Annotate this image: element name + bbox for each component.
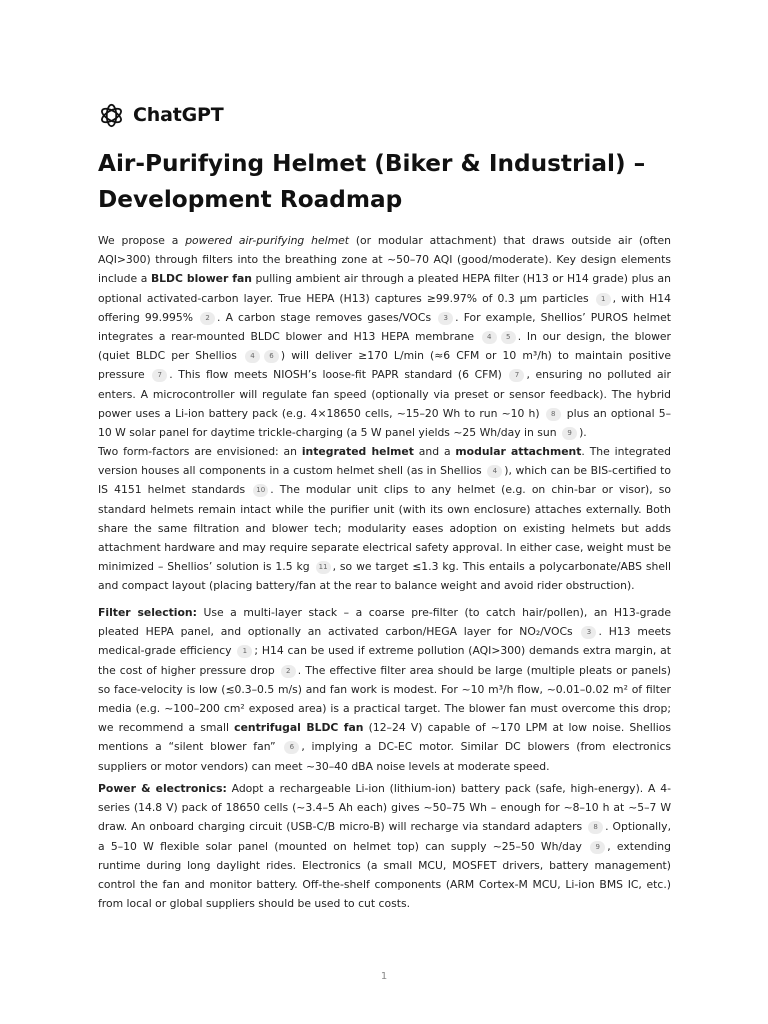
paragraph-filter-selection: Filter selection: Use a multi-layer stack – a coarse pre-filter (to catch hair/pollen), an H13-grade pleated HEPA panel, and optionally an activated carbon/HEGA layer for NO₂/VOCs 3 . H13 meets medical-grade efficiency 1 ; H14 can be used if extreme pollution (AQI>300) demands extra margin, at the cost of higher pressure drop 2 . The effective filter area should be large (multiple pleats or panels) so face-velocity is low (≲0.3–0.5 m/s) and fan work is modest. For ~10 m³/h flow, ~0.01–0.02 m² of filter media (e.g. ~100–200 cm² exposed area) is a practical target. The blower fan must overcome this drop; we recommend a small centrifugal BLDC fan (12–24 V) capable of ~170 LPM at low noise. Shellios mentions a “silent blower fan” 6 , implying a DC-EC motor. Similar DC blowers (from electronics suppliers or motor vendors) can meet ~30–40 dBA noise levels at moderate speed. <box>98 606 672 773</box>
brand-header <box>98 101 223 129</box>
citation-badge[interactable]: 7 <box>509 369 524 382</box>
citation-badge[interactable]: 1 <box>237 645 252 658</box>
citation-badge[interactable]: 4 <box>482 331 497 344</box>
citation-badge[interactable]: 9 <box>562 427 577 440</box>
citation-badge[interactable]: 10 <box>253 484 268 497</box>
citation-badge[interactable]: 8 <box>546 408 561 421</box>
citation-badge[interactable]: 7 <box>152 369 167 382</box>
citation-badge[interactable]: 8 <box>588 821 603 834</box>
page-number: 1 <box>380 971 388 982</box>
paragraph-intro: We propose a powered air-purifying helmet (or modular attachment) that draws outside air (often AQI>300) through filters into the breathing zone at ~50–70 AQI (good/moderate). Key design elements include a BLDC blower fan pulling ambient air through a pleated HEPA filter (H13 or H14 grade) plus an optional activated-carbon layer. True HEPA (H13) captures ≥99.97% of 0.3 µm particles 1 , with H14 offering 99.995% 2 . A carbon stage removes gases/VOCs 3 . For example, Shellios’ PUROS helmet integrates a rear-mounted BLDC blower and H13 HEPA membrane 4 5 . In our design, the blower (quiet BLDC per Shellios 4 6 ) will deliver ≥170 L/min (≈6 CFM or 10 m³/h) to maintain positive pressure 7 . This flow meets NIOSH’s loose-fit PAPR standard (6 CFM) 7 , ensuring no polluted air enters. A microcontroller will regulate fan speed (optionally via preset or sensor feedback). The hybrid power uses a Li-ion battery pack (e.g. 4×18650 cells, ~15–20 Wh to run ~10 h) 8 plus an optional 5–10 W solar panel for daytime trickle-charging (a 5 W panel yields ~25 Wh/day in sun 9 ). <box>98 234 672 440</box>
paragraph-power-electronics: Power & electronics: Adopt a rechargeable Li-ion (lithium-ion) battery pack (safe, high-energy). A 4-series (14.8 V) pack of 18650 cells (~3.4–5 Ah each) gives ~50–75 Wh – enough for ~8–10 h at ~5–7 W draw. An onboard charging circuit (USB-C/B micro-B) will recharge via standard adapters 8 . Optionally, a 5–10 W flexible solar panel (mounted on helmet top) can supply ~25–50 Wh/day 9 , extending runtime during long daylight rides. Electronics (a small MCU, MOSFET drivers, battery management) control the fan and monitor battery. Off-the-shelf components (ARM Cortex-M MCU, Li-ion BMS IC, etc.) from local or global suppliers should be used to cut costs. <box>98 782 672 911</box>
citation-badge[interactable]: 2 <box>281 665 296 678</box>
citation-badge[interactable]: 5 <box>501 331 516 344</box>
citation-badge[interactable]: 2 <box>200 312 215 325</box>
citation-badge[interactable]: 6 <box>264 350 279 363</box>
openai-logo-icon <box>98 102 125 129</box>
citation-badge[interactable]: 3 <box>581 626 596 639</box>
paragraph-form-factors: Two form-factors are envisioned: an integrated helmet and a modular attachment. The integrated version houses all components in a custom helmet shell (as in Shellios 4 ), which can be BIS-certified to IS 4151 helmet standards 10 . The modular unit clips to any helmet (e.g. on chin-bar or visor), so standard helmets remain intact while the purifier unit (with its own enclosure) attaches externally. Both share the same filtration and blower tech; modularity eases adoption on existing helmets but adds attachment hardware and may require separate electrical safety approval. In either case, weight must be minimized – Shellios’ solution is 1.5 kg 11 , so we target ≤1.3 kg. This entails a polycarbonate/ABS shell and compact layout (placing battery/fan at the rear to balance weight and avoid rider obstruction). <box>98 445 671 593</box>
brand-name: ChatGPT <box>133 104 224 126</box>
citation-badge[interactable]: 6 <box>284 741 299 754</box>
citation-badge[interactable]: 11 <box>316 561 331 574</box>
citation-badge[interactable]: 4 <box>245 350 260 363</box>
citation-badge[interactable]: 3 <box>438 312 453 325</box>
document-title: Air-Purifying Helmet (Biker & Industrial) – Development Roadmap <box>98 150 646 213</box>
citation-badge[interactable]: 9 <box>590 841 605 854</box>
citation-badge[interactable]: 4 <box>487 465 502 478</box>
citation-badge[interactable]: 1 <box>596 293 611 306</box>
